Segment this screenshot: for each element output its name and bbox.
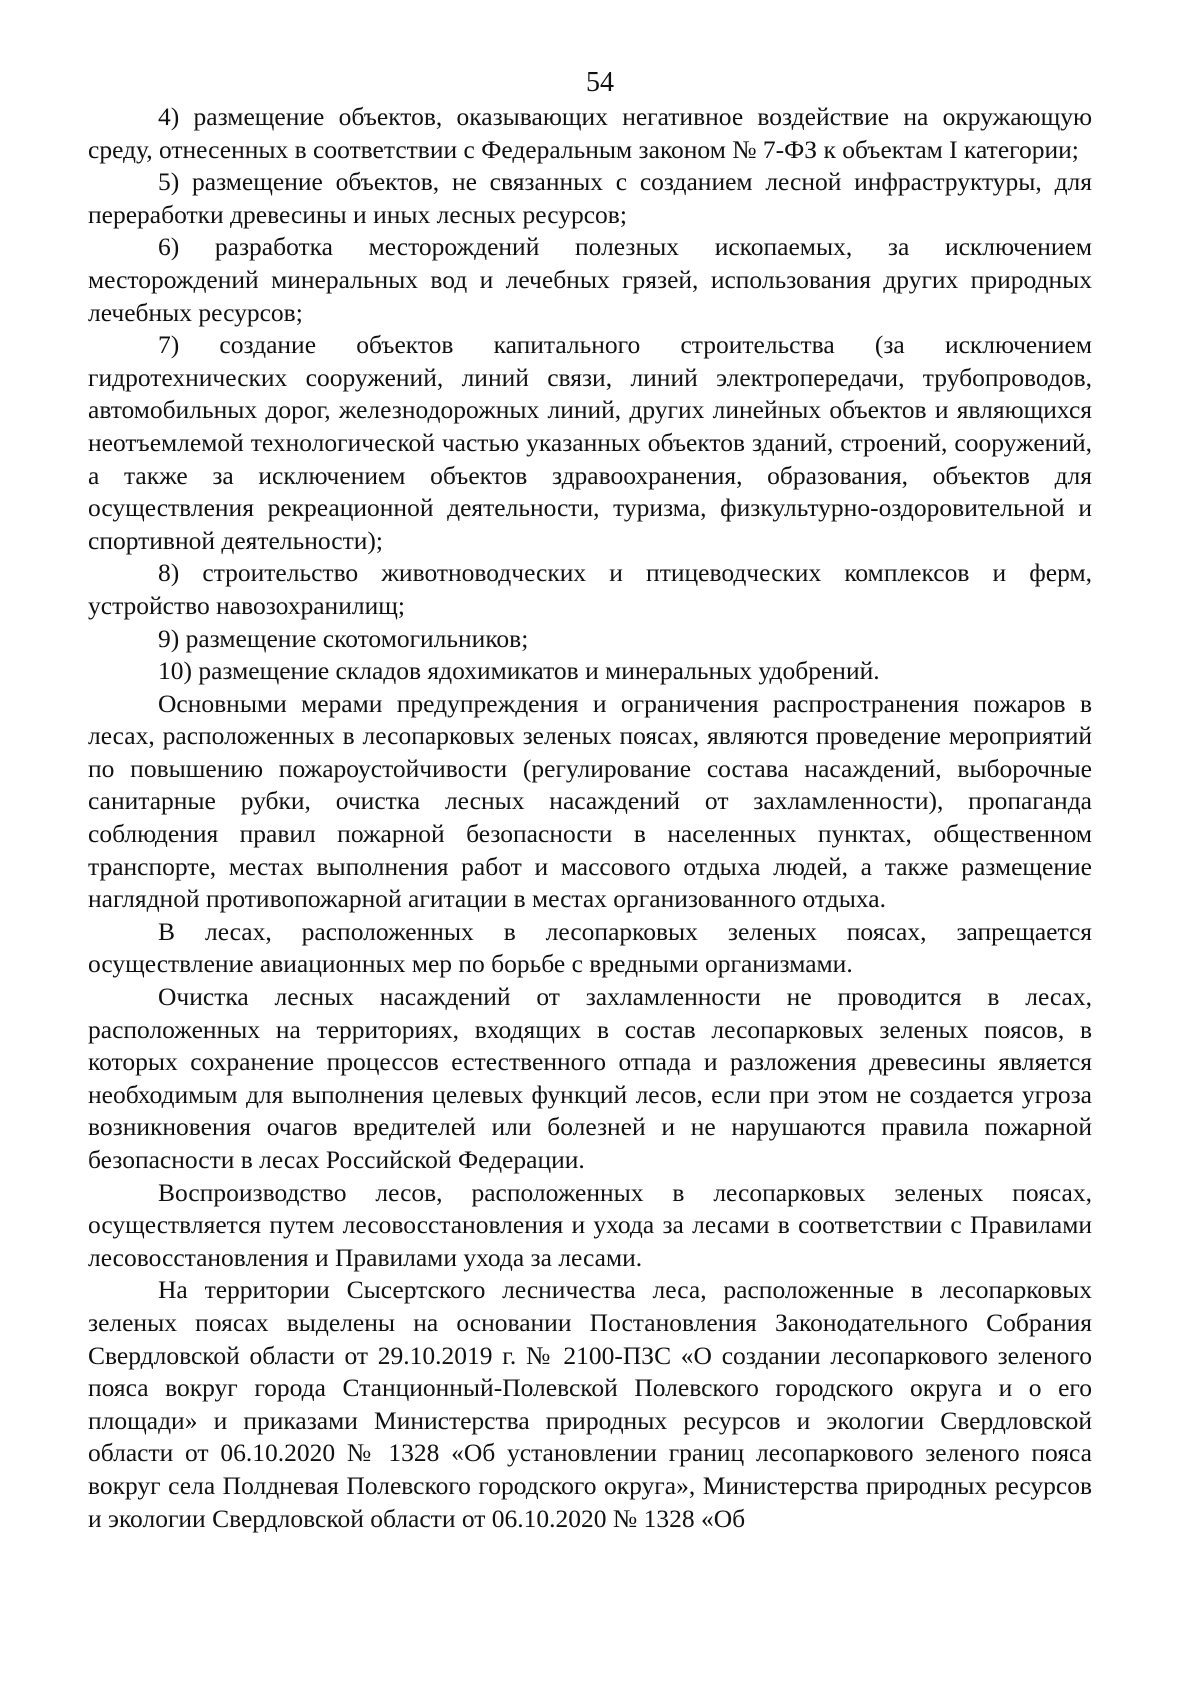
page-number: 54 xyxy=(586,67,614,98)
paragraph-item-9: 9) размещение скотомогильников; xyxy=(158,623,529,653)
paragraph-item-5: 5) размещение объектов, не связанных с созданием лесной инфраструктуры, для переработки древесины и иных лесных ресурсов; xyxy=(88,167,1092,229)
paragraph-aviation-ban: В лесах, расположенных в лесопарковых зеленых поясах, запрещается осуществление авиационных мер по борьбе с вредными организмами. xyxy=(88,916,1092,979)
paragraph-item-6: 6) разработка месторождений полезных ископаемых, за исключением месторождений минеральных вод и лечебных грязей, использования других природных лечебных ресурсов; xyxy=(88,232,1092,327)
paragraph-item-10: 10) размещение складов ядохимикатов и минеральных удобрений. xyxy=(158,656,880,686)
paragraph-item-7: 7) создание объектов капитального строительства (за исключением гидротехнических сооружений, линий связи, линий электропередачи, трубопроводов, автомобильных дорог, железнодорожных линий, других линейных объектов и являющихся неотъемлемой технологической частью указанных объектов зданий, строений, сооружений, а также за исключением объектов здравоохранения, образования, объектов для осуществления рекреационной деятельности, туризма, физкультурно-оздоровительной и спортивной деятельности); xyxy=(88,330,1092,555)
paragraph-forest-clearing: Очистка лесных насаждений от захламленности не проводится в лесах, расположенных на территориях, входящих в состав лесопарковых зеленых поясов, в которых сохранение процессов естественного отпада и разложения древесины является необходимым для выполнения целевых функций лесов, если при этом не создается угроза возникновения очагов вредителей или болезней и не нарушаются правила пожарной безопасности в лесах Российской Федерации. xyxy=(88,982,1092,1174)
paragraph-sysert-forestry: На территории Сысертского лесничества леса, расположенные в лесопарковых зеленых поясах выделены на основании Постановления Законодательного Собрания Свердловской области от 29.10.2019 г. № 2100-ПЗС «О создании лесопаркового зеленого пояса вокруг города Станционный-Полевской Полевского городского округа и о его площади» и приказами Министерства природных ресурсов и экологии Свердловской области от 06.10.2020 № 1328 «Об установлении границ лесопаркового зеленого пояса вокруг села Полдневая Полевского городского округа», Министерства природных ресурсов и экологии Свердловской области от 06.10.2020 № 1328 «Об xyxy=(88,1275,1092,1533)
paragraph-reforestation: Воспроизводство лесов, расположенных в лесопарковых зеленых поясах, осуществляется путем лесовосстановления и ухода за лесами в соответствии с Правилами лесовосстановления и Правилами ухода за лесами. xyxy=(88,1177,1092,1272)
paragraph-fire-prevention: Основными мерами предупреждения и ограничения распространения пожаров в лесах, расположенных в лесопарковых зеленых поясах, являются проведение мероприятий по повышению пожароустойчивости (регулирование состава насаждений, выборочные санитарные рубки, очистка лесных насаждений от захламленности), пропаганда соблюдения правил пожарной безопасности в населенных пунктах, общественном транспорте, местах выполнения работ и массового отдыха людей, а также размещение наглядной противопожарной агитации в местах организованного отдыха. xyxy=(88,688,1092,914)
document-body xyxy=(88,101,1092,1535)
paragraph-item-4: 4) размещение объектов, оказывающих негативное воздействие на окружающую среду, отнесенных в соответствии с Федеральным законом № 7-ФЗ к объектам I категории; xyxy=(88,102,1092,164)
paragraph-item-8: 8) строительство животноводческих и птицеводческих комплексов и ферм, устройство навозохранилищ; xyxy=(88,558,1092,620)
